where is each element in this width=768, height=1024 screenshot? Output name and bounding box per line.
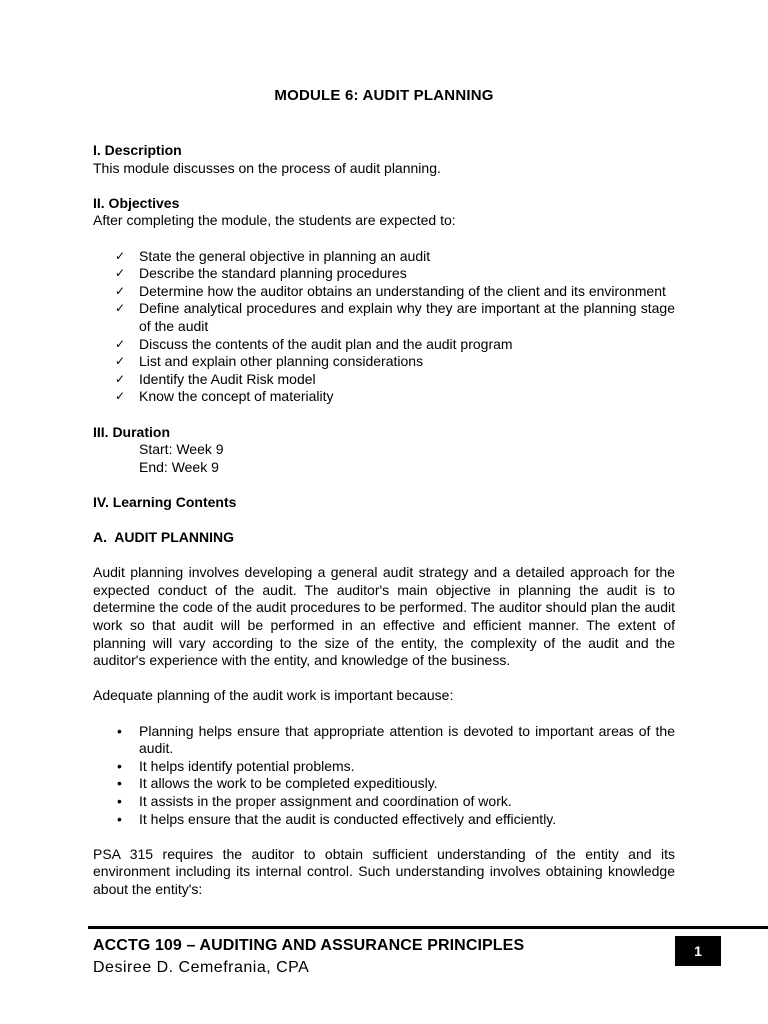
objective-item: ✓ State the general objective in planning an audit: [115, 247, 431, 264]
checkmark-icon: ✓: [115, 248, 126, 263]
page-content: [93, 142, 675, 899]
checkmark-icon: ✓: [115, 354, 126, 369]
objectives-intro: After completing the module, the students are expected to:: [93, 212, 456, 229]
description-text: This module discusses on the process of audit planning.: [93, 159, 441, 176]
footer-author: Desiree D. Cemefrania, CPA: [93, 959, 310, 976]
checkmark-icon: ✓: [115, 301, 126, 316]
importance-item: • It allows the work to be completed expeditiously.: [117, 775, 438, 792]
importance-item: • It assists in the proper assignment and coordination of work.: [117, 792, 512, 809]
audit-planning-paragraph: Audit planning involves developing a general audit strategy and a detailed approach for the expected conduct of the audit. The auditor's main objective in planning the audit is to determine the code of the audit procedures to be performed. The auditor should plan the audit work so that audit will be performed in an effective and efficient manner. The extent of planning will vary according to the size of the entity, the complexity of the audit and the auditor's experience with the entity, and knowledge of the business.: [93, 564, 675, 669]
objective-item: ✓ List and explain other planning considerations: [115, 353, 424, 370]
importance-item: • It helps ensure that the audit is conducted effectively and efficiently.: [117, 810, 557, 827]
learning-contents-heading: IV. Learning Contents: [93, 493, 237, 510]
checkmark-icon: ✓: [115, 371, 126, 386]
importance-list: [93, 723, 675, 829]
adequate-planning-paragraph: Adequate planning of the audit work is important because:: [93, 687, 454, 704]
objective-item: ✓ Describe the standard planning procedures: [115, 265, 407, 282]
footer-divider: [88, 926, 768, 929]
description-heading: I. Description: [93, 142, 182, 158]
bullet-icon: •: [117, 757, 122, 774]
bullet-icon: •: [117, 810, 122, 827]
objective-item: ✓ Determine how the auditor obtains an understanding of the client and its environment: [115, 282, 666, 299]
footer-course-title: ACCTG 109 – AUDITING AND ASSURANCE PRINCIPLES: [93, 937, 525, 954]
importance-item: • Planning helps ensure that appropriate attention is devoted to important areas of the audit.: [117, 722, 675, 757]
duration-start: Start: Week 9: [139, 441, 224, 458]
page-number-badge: 1: [675, 936, 721, 966]
section-a-heading: A. AUDIT PLANNING: [93, 529, 235, 546]
objective-item: ✓ Define analytical procedures and explain why they are important at the planning stage of the audit: [115, 300, 675, 334]
psa-315-paragraph: PSA 315 requires the auditor to obtain sufficient understanding of the entity and its environment including its internal control. Such understanding involves obtaining knowledge about the entity's:: [93, 845, 675, 897]
bullet-icon: •: [117, 722, 122, 739]
objectives-heading: II. Objectives: [93, 194, 180, 211]
checkmark-icon: ✓: [115, 336, 126, 351]
checkmark-icon: ✓: [115, 266, 126, 281]
checkmark-icon: ✓: [115, 283, 126, 298]
objectives-list: [93, 248, 675, 406]
objective-item: ✓ Know the concept of materiality: [115, 388, 334, 405]
bullet-icon: •: [117, 775, 122, 792]
checkmark-icon: ✓: [115, 389, 126, 404]
importance-item: • It helps identify potential problems.: [117, 757, 355, 774]
bullet-icon: •: [117, 792, 122, 809]
duration-heading: III. Duration: [93, 423, 170, 440]
duration-end: End: Week 9: [139, 458, 219, 475]
objective-item: ✓ Discuss the contents of the audit plan and the audit program: [115, 335, 513, 352]
page-title: MODULE 6: AUDIT PLANNING: [274, 87, 494, 104]
objective-item: ✓ Identify the Audit Risk model: [115, 370, 316, 387]
